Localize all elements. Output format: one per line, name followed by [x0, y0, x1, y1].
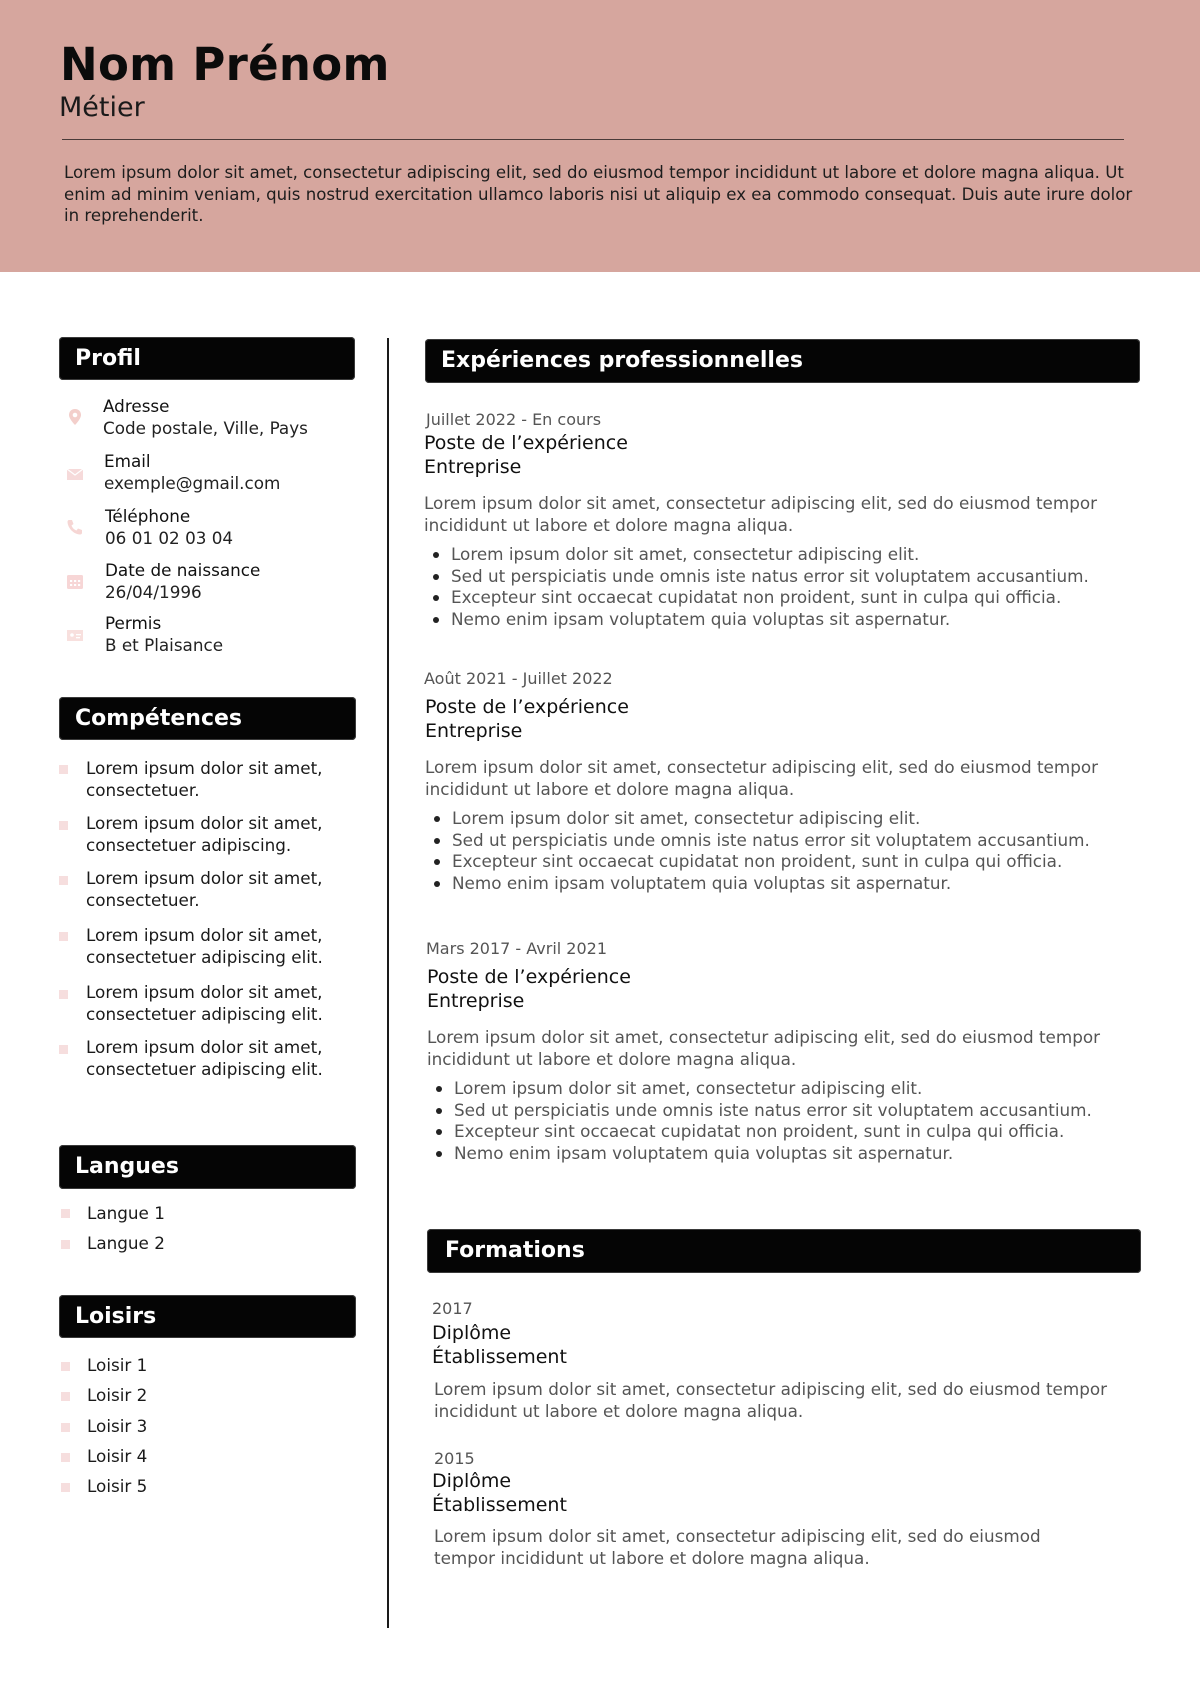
- bullet-item: Nemo enim ipsam voluptatem quia voluptas sit aspernatur.: [424, 609, 1089, 631]
- experience-poste: Poste de l’expérience: [424, 432, 628, 454]
- section-title: Formations: [445, 1238, 585, 1263]
- bullet-item: Lorem ipsum dolor sit amet, consectetur adipiscing elit.: [427, 1078, 1092, 1100]
- skill-item: Lorem ipsum dolor sit amet, consectetuer adipiscing elit.: [86, 925, 323, 967]
- language-item: Langue 2: [87, 1233, 165, 1253]
- section-header-loisirs: [59, 1295, 356, 1338]
- hobby-item: Loisir 2: [87, 1385, 148, 1405]
- bullet-item: Nemo enim ipsam voluptatem quia voluptas sit aspernatur.: [425, 873, 1090, 895]
- section-title: Compétences: [75, 705, 243, 731]
- section-header-formations: [427, 1229, 1141, 1273]
- section-title: Langues: [75, 1154, 179, 1179]
- header-divider: [62, 139, 1124, 140]
- skill-item: Lorem ipsum dolor sit amet, consectetuer adipiscing elit.: [86, 982, 323, 1024]
- profil-label-email: Email: [104, 451, 151, 471]
- profil-label-permis: Permis: [105, 613, 162, 633]
- experience-date: Août 2021 - Juillet 2022: [424, 669, 613, 688]
- formation-etablissement: Établissement: [432, 1494, 567, 1516]
- bullet-square-icon: [59, 821, 68, 830]
- hobby-item: Loisir 5: [87, 1476, 148, 1496]
- profile-summary: Lorem ipsum dolor sit amet, consectetur adipiscing elit, sed do eiusmod tempor incididunt ut labore et dolore magna aliqua. Ut enim ad minim veniam, quis nostrud exercitation ullamco laboris nisi ut aliquip ex ea commodo consequat. Duis aute irure dolor in reprehenderit.: [64, 163, 1133, 226]
- formation-diplome: Diplôme: [432, 1322, 512, 1344]
- section-header-langues: [59, 1145, 356, 1189]
- section-header-competences: [59, 697, 356, 740]
- skill-item: Lorem ipsum dolor sit amet, consectetuer.: [86, 868, 323, 910]
- experience-entreprise: Entreprise: [425, 720, 523, 742]
- job-title: Métier: [59, 92, 145, 123]
- full-name: Nom Prénom: [60, 38, 390, 91]
- experience-entreprise: Entreprise: [427, 990, 525, 1012]
- bullet-square-icon: [61, 1362, 70, 1371]
- bullet-square-icon: [61, 1423, 70, 1432]
- profil-value-adresse: Code postale, Ville, Pays: [103, 418, 308, 438]
- section-title: Profil: [75, 345, 141, 371]
- bullet-square-icon: [61, 1392, 70, 1401]
- calendar-icon: [66, 573, 84, 591]
- profil-value-telephone: 06 01 02 03 04: [105, 528, 234, 548]
- formation-description: Lorem ipsum dolor sit amet, consectetur adipiscing elit, sed do eiusmod tempor incididunt ut labore et dolore magna aliqua.: [434, 1379, 1108, 1421]
- profil-value-email: exemple@gmail.com: [104, 473, 281, 493]
- bullet-item: Nemo enim ipsam voluptatem quia voluptas sit aspernatur.: [427, 1143, 1092, 1165]
- experience-description: Lorem ipsum dolor sit amet, consectetur adipiscing elit, sed do eiusmod tempor incididunt ut labore et dolore magna aliqua.: [427, 1027, 1101, 1069]
- bullet-item: Sed ut perspiciatis unde omnis iste natus error sit voluptatem accusantium.: [425, 830, 1090, 852]
- experience-poste: Poste de l’expérience: [425, 696, 629, 718]
- bullet-square-icon: [61, 1453, 70, 1462]
- profil-label-telephone: Téléphone: [105, 506, 191, 526]
- experience-entreprise: Entreprise: [424, 456, 522, 478]
- experience-bullets: [425, 808, 1090, 895]
- section-title: Expériences professionnelles: [441, 348, 803, 373]
- bullet-item: Excepteur sint occaecat cupidatat non proident, sunt in culpa qui officia.: [425, 851, 1090, 873]
- experience-description: Lorem ipsum dolor sit amet, consectetur adipiscing elit, sed do eiusmod tempor incididunt ut labore et dolore magna aliqua.: [425, 757, 1099, 799]
- skill-item: Lorem ipsum dolor sit amet, consectetuer adipiscing.: [86, 813, 323, 855]
- bullet-square-icon: [59, 990, 68, 999]
- experience-date: Juillet 2022 - En cours: [426, 410, 602, 429]
- formation-description: Lorem ipsum dolor sit amet, consectetur adipiscing elit, sed do eiusmod tempor incididunt ut labore et dolore magna aliqua.: [434, 1526, 1041, 1568]
- language-item: Langue 1: [87, 1203, 165, 1223]
- phone-icon: [66, 518, 84, 536]
- experience-date: Mars 2017 - Avril 2021: [426, 939, 608, 958]
- formation-diplome: Diplôme: [432, 1470, 512, 1492]
- bullet-item: Lorem ipsum dolor sit amet, consectetur adipiscing elit.: [425, 808, 1090, 830]
- formation-year: 2017: [432, 1299, 473, 1318]
- envelope-icon: [66, 465, 84, 483]
- skill-item: Lorem ipsum dolor sit amet, consectetuer adipiscing elit.: [86, 1037, 323, 1079]
- column-divider: [387, 338, 389, 1628]
- experience-bullets: [424, 544, 1089, 631]
- location-pin-icon: [66, 408, 84, 426]
- experience-bullets: [427, 1078, 1092, 1165]
- formation-year: 2015: [434, 1449, 475, 1468]
- bullet-item: Excepteur sint occaecat cupidatat non proident, sunt in culpa qui officia.: [427, 1121, 1092, 1143]
- bullet-square-icon: [61, 1209, 70, 1218]
- profil-value-date-naissance: 26/04/1996: [105, 582, 202, 602]
- bullet-square-icon: [59, 1045, 68, 1054]
- hobby-item: Loisir 3: [87, 1416, 148, 1436]
- section-header-profil: [59, 337, 355, 380]
- bullet-item: Lorem ipsum dolor sit amet, consectetur adipiscing elit.: [424, 544, 1089, 566]
- section-header-experiences: [425, 339, 1140, 383]
- section-title: Loisirs: [75, 1303, 157, 1329]
- bullet-item: Sed ut perspiciatis unde omnis iste natus error sit voluptatem accusantium.: [427, 1100, 1092, 1122]
- bullet-square-icon: [61, 1240, 70, 1249]
- bullet-square-icon: [59, 765, 68, 774]
- experience-poste: Poste de l’expérience: [427, 966, 631, 988]
- bullet-square-icon: [59, 876, 68, 885]
- skill-item: Lorem ipsum dolor sit amet, consectetuer.: [86, 758, 323, 800]
- bullet-item: Sed ut perspiciatis unde omnis iste natus error sit voluptatem accusantium.: [424, 566, 1089, 588]
- bullet-item: Excepteur sint occaecat cupidatat non proident, sunt in culpa qui officia.: [424, 587, 1089, 609]
- experience-description: Lorem ipsum dolor sit amet, consectetur adipiscing elit, sed do eiusmod tempor incididunt ut labore et dolore magna aliqua.: [424, 493, 1098, 535]
- formation-etablissement: Établissement: [432, 1346, 567, 1368]
- bullet-square-icon: [61, 1483, 70, 1492]
- hobby-item: Loisir 4: [87, 1446, 148, 1466]
- id-card-icon: [66, 626, 84, 644]
- profil-value-permis: B et Plaisance: [105, 635, 224, 655]
- profil-label-adresse: Adresse: [103, 396, 170, 416]
- bullet-square-icon: [59, 932, 68, 941]
- hobby-item: Loisir 1: [87, 1355, 148, 1375]
- profil-label-date-naissance: Date de naissance: [105, 560, 261, 580]
